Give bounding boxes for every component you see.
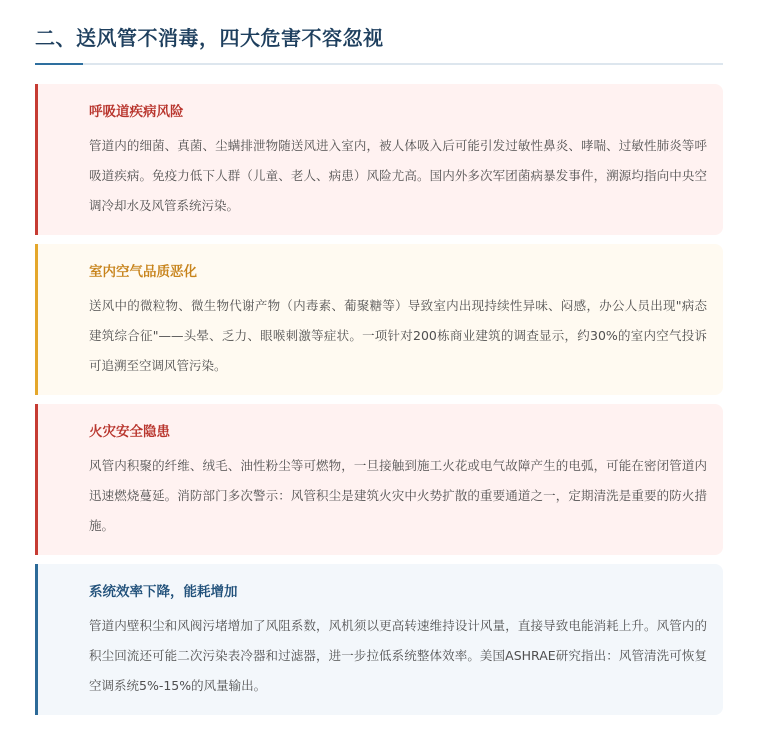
- hazard-card-text: 送风中的微粒物、微生物代谢产物（内毒素、葡聚糖等）导致室内出现持续性异味、闷感，办公人员出现"病态建筑综合征"——头晕、乏力、眼喉刺激等症状。一项针对200栋商业建筑的调查显示，约30%的室内空气投诉可追溯至空调风管污染。: [89, 298, 707, 373]
- hazard-card-list: [35, 84, 723, 715]
- title-divider-accent: [35, 63, 83, 65]
- hazard-card-title: 呼吸道疾病风险: [89, 104, 184, 120]
- hazard-card-text: 风管内积聚的纤维、绒毛、油性粉尘等可燃物，一旦接触到施工火花或电气故障产生的电弧，可能在密闭管道内迅速燃烧蔓延。消防部门多次警示：风管积尘是建筑火灾中火势扩散的重要通道之一，定期清洗是重要的防火措施。: [89, 458, 707, 533]
- hazard-card-efficiency: [35, 564, 723, 715]
- hazard-card-fire: [35, 404, 723, 555]
- hazard-card-text: 管道内的细菌、真菌、尘螨排泄物随送风进入室内，被人体吸入后可能引发过敏性鼻炎、哮喘、过敏性肺炎等呼吸道疾病。免疫力低下人群（儿童、老人、病患）风险尤高。国内外多次军团菌病暴发事件，溯源均指向中央空调冷却水及风管系统污染。: [89, 138, 707, 213]
- hazard-card-air-quality: [35, 244, 723, 395]
- hazard-card-title: 系统效率下降，能耗增加: [89, 584, 238, 600]
- section-title: 二、送风管不消毒，四大危害不容忽视: [35, 26, 384, 50]
- hazard-card-title: 室内空气品质恶化: [89, 264, 197, 280]
- hazard-card-text: 管道内壁积尘和风阀污堵增加了风阻系数，风机须以更高转速维持设计风量，直接导致电能消耗上升。风管内的积尘回流还可能二次污染表冷器和过滤器，进一步拉低系统整体效率。美国ASHRAE研究指出：风管清洗可恢复空调系统5%-15%的风量输出。: [89, 618, 707, 693]
- hazard-card-respiratory: [35, 84, 723, 235]
- article-section: [35, 0, 723, 724]
- hazard-card-title: 火灾安全隐患: [89, 424, 170, 440]
- title-divider: [35, 63, 723, 65]
